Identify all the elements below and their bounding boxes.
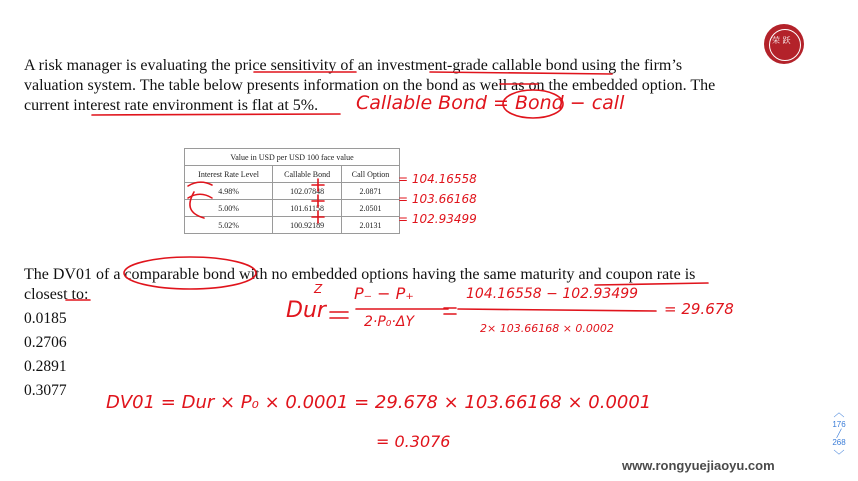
cell-bond: 100.92189 — [273, 217, 342, 234]
cell-bond: 101.61158 — [273, 200, 342, 217]
header-interest-rate: Interest Rate Level — [185, 166, 273, 183]
chevron-up-icon[interactable]: ︿ — [833, 407, 845, 419]
annotation-frac-num: P₋ − P₊ — [354, 284, 414, 303]
table-row — [185, 217, 400, 234]
annotation-dur-result: = 29.678 — [664, 300, 734, 318]
cell-rate: 5.02% — [185, 217, 273, 234]
cell-rate: 5.00% — [185, 200, 273, 217]
answer-option-a[interactable]: 0.0185 — [24, 310, 67, 327]
cell-bond: 102.07848 — [273, 183, 342, 200]
annotation-row2-sum: = 103.66168 — [398, 192, 477, 206]
question-line-2: valuation system. The table below presents information on the bond as well as on the embedded option. The — [24, 77, 716, 94]
valuation-table — [184, 148, 400, 234]
annotation-frac-den: 2·P₀·ΔY — [364, 314, 414, 330]
annotation-dv01-formula: DV01 = Dur × P₀ × 0.0001 = 29.678 × 103.66168 × 0.0001 — [106, 392, 652, 413]
table-caption: Value in USD per USD 100 face value — [185, 149, 400, 166]
cell-option: 2.0871 — [342, 183, 400, 200]
cell-rate: 4.98% — [185, 183, 273, 200]
question2-line-1: The DV01 of a comparable bond with no embedded options having the same maturity and coupon rate is — [24, 266, 696, 283]
brand-logo — [764, 24, 804, 64]
header-call-option: Call Option — [342, 166, 400, 183]
cell-option: 2.0501 — [342, 200, 400, 217]
cell-option: 2.0131 — [342, 217, 400, 234]
page-separator: ╱ — [836, 429, 842, 438]
annotation-callable-eq: Callable Bond = Bond − call — [356, 92, 625, 114]
annotation-den-values: 2× 103.66168 × 0.0002 — [480, 322, 614, 335]
annotation-row3-sum: = 102.93499 — [398, 212, 477, 226]
table-row — [185, 200, 400, 217]
answer-option-b[interactable]: 0.2706 — [24, 334, 67, 351]
question2-line-2: closest to: — [24, 286, 89, 303]
equals-2 — [444, 308, 456, 314]
annotation-row1-sum: = 104.16558 — [398, 172, 477, 186]
equals-1 — [330, 312, 348, 318]
annotation-dv01-result: = 0.3076 — [376, 432, 451, 451]
page-navigator — [826, 404, 852, 480]
logo-text: 荣 跃 — [772, 36, 791, 45]
total-pages: 268 — [832, 438, 846, 447]
table-row — [185, 183, 400, 200]
annotation-dur-sup: Z — [314, 282, 323, 296]
header-callable-bond: Callable Bond — [273, 166, 342, 183]
annotation-dur: Dur — [286, 298, 326, 323]
answer-option-d[interactable]: 0.3077 — [24, 382, 67, 399]
fraction-bar-2 — [458, 309, 656, 311]
answer-option-c[interactable]: 0.2891 — [24, 358, 67, 375]
question-line-3: current interest rate environment is flat at 5%. — [24, 97, 319, 114]
question-line-1: A risk manager is evaluating the price sensitivity of an investment-grade callable bond using the firm’s — [24, 57, 683, 74]
current-page: 176 — [832, 420, 846, 429]
annotation-num-values: 104.16558 − 102.93499 — [466, 286, 639, 302]
website-url: www.rongyuejiaoyu.com — [622, 458, 775, 473]
chevron-down-icon[interactable]: ﹀ — [833, 450, 845, 462]
